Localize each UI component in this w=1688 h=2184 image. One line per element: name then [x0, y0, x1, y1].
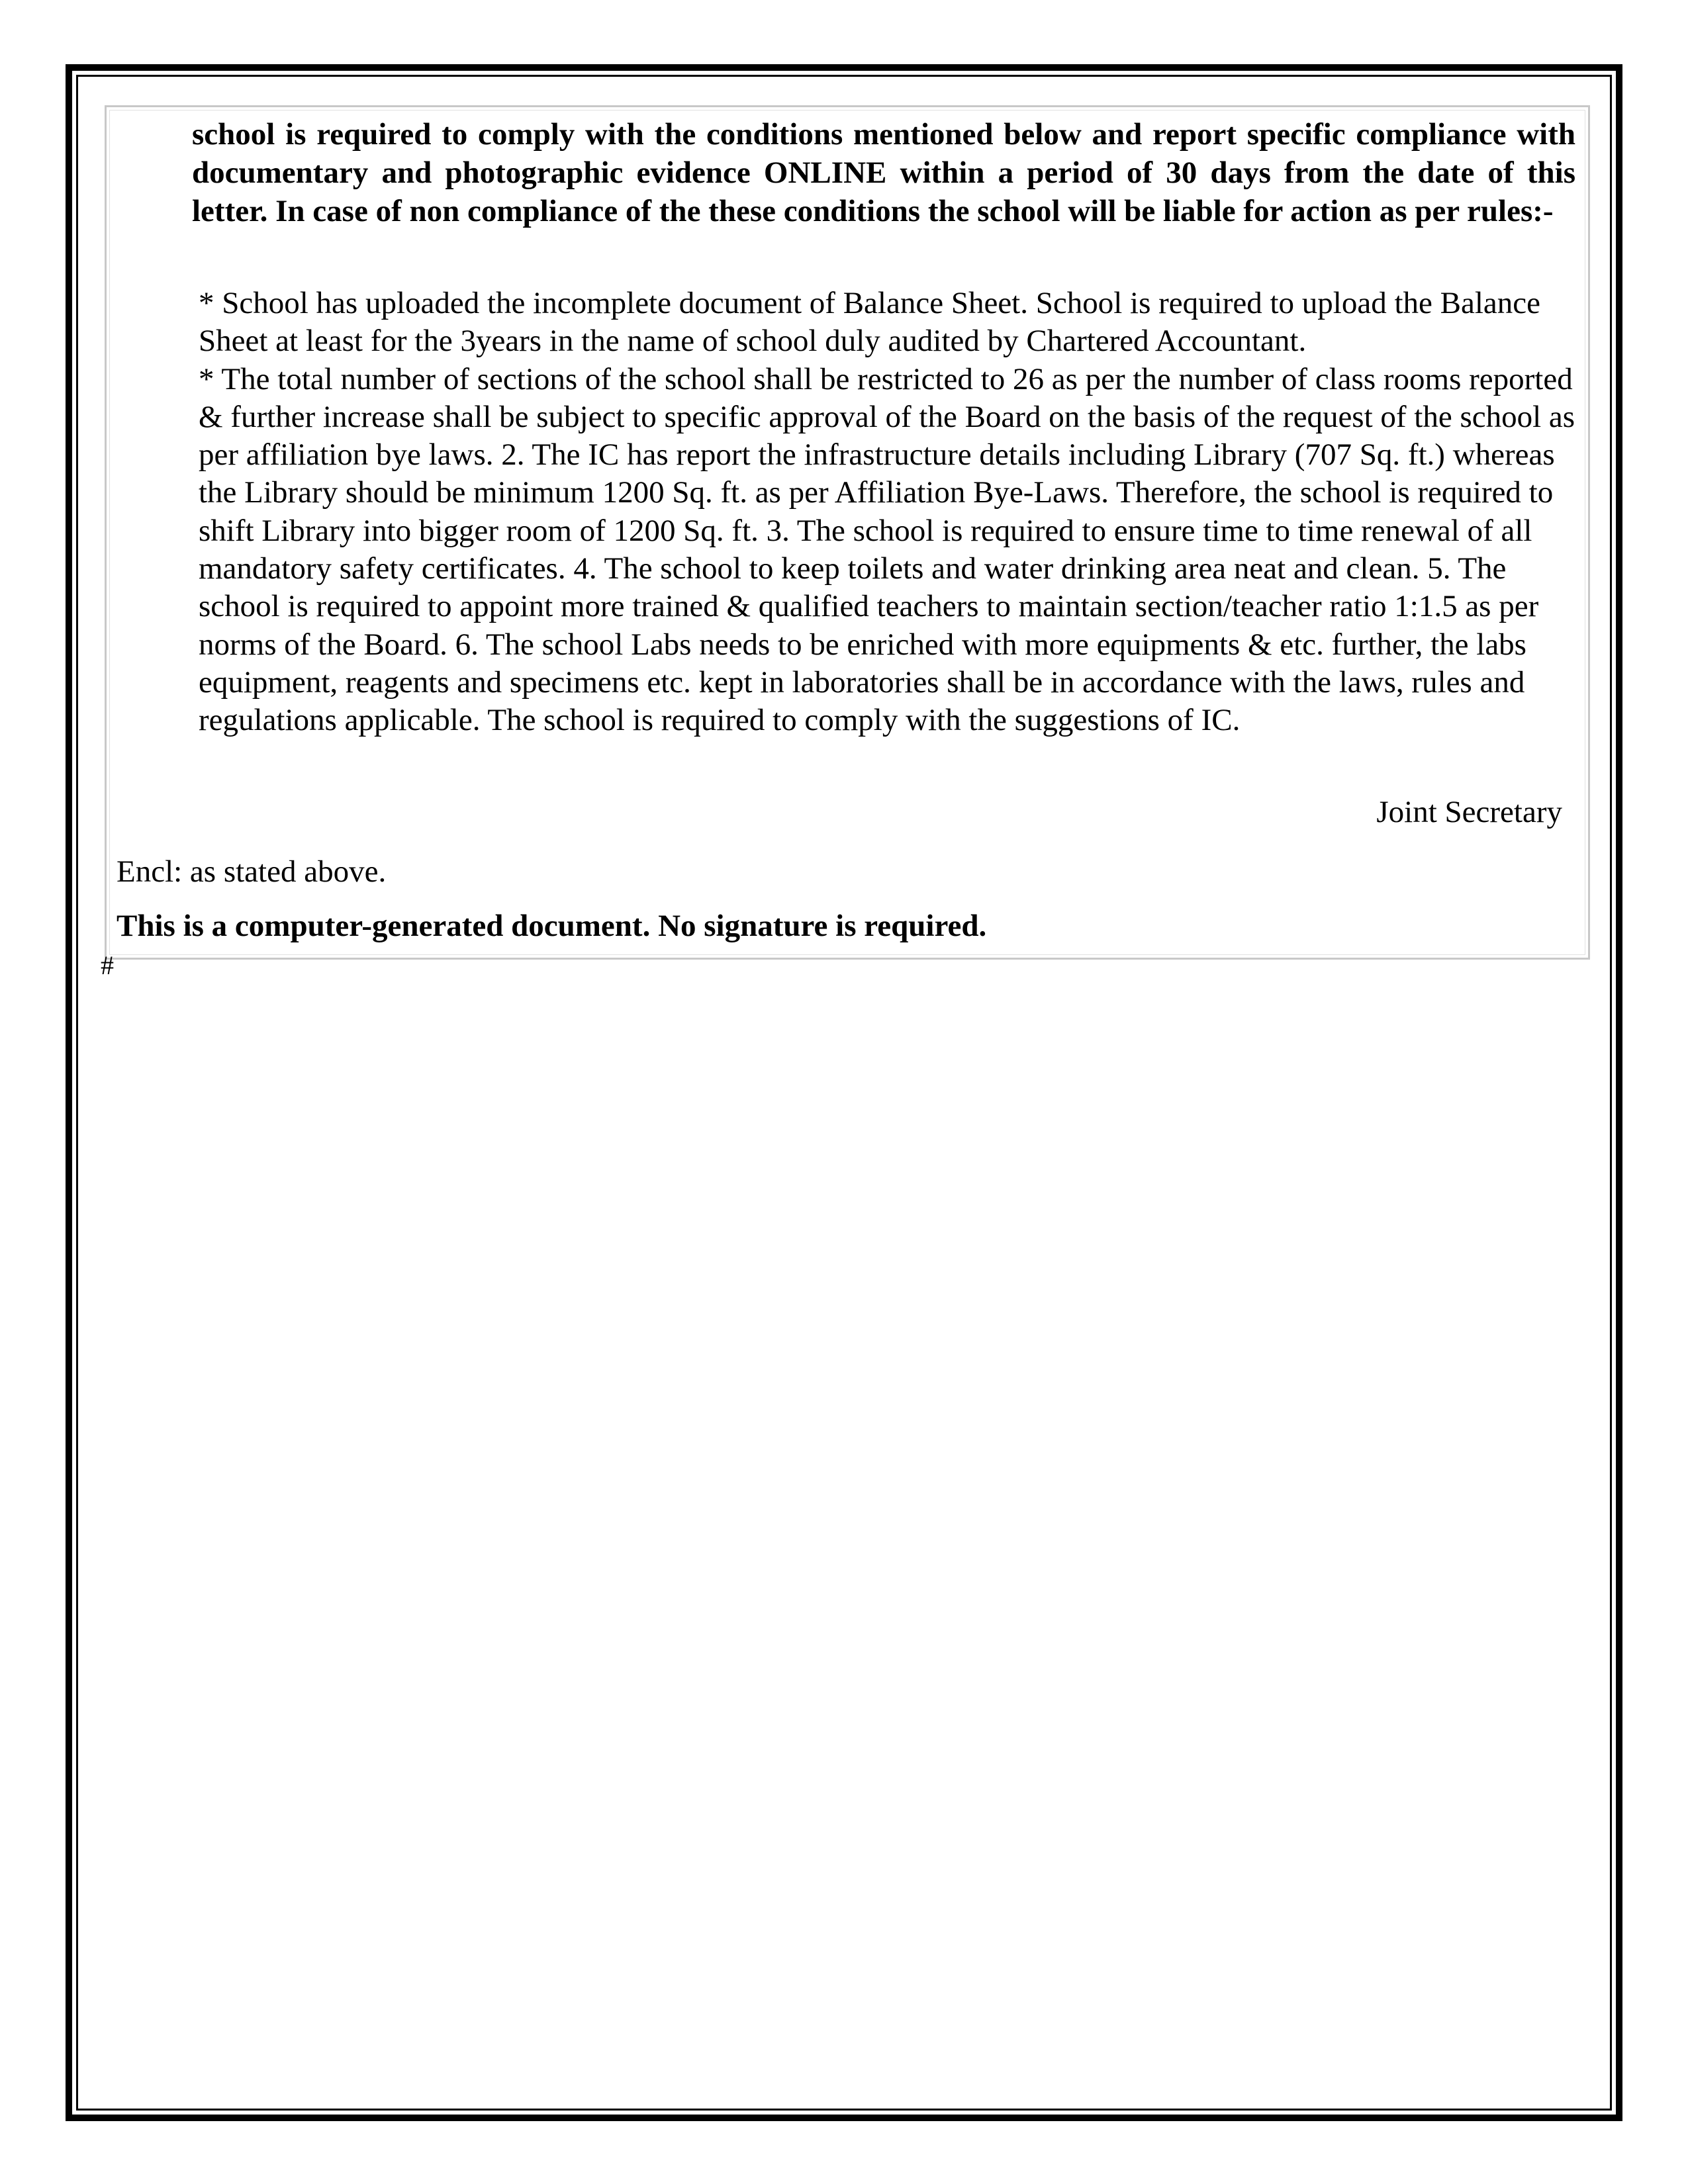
condition-balance-sheet: * School has uploaded the incomplete document of Balance Sheet. School is required to upload the Balance Sheet at least for the 3years in the name of school duly audited by Chartered Accountant.: [199, 286, 1540, 359]
conditions-list: [199, 285, 1575, 740]
computer-generated-note: This is a computer-generated document. No signature is required.: [117, 909, 987, 943]
hash-mark: #: [101, 950, 114, 980]
condition-sections-and-infrastructure: * The total number of sections of the school shall be restricted to 26 as per the number of class rooms reported & further increase shall be subject to specific approval of the Board on the basis of the request of the school as per affiliation bye laws. 2. The IC has report the infrastructure details including Library (707 Sq. ft.) whereas the Library should be minimum 1200 Sq. ft. as per Affiliation Bye-Laws. Therefore, the school is required to shift Library into bigger room of 1200 Sq. ft. 3. The school is required to ensure time to time renewal of all mandatory safety certificates. 4. The school to keep toilets and water drinking area neat and clean. 5. The school is required to appoint more trained & qualified teachers to maintain section/teacher ratio 1:1.5 as per norms of the Board. 6. The school Labs needs to be enriched with more equipments & etc. further, the labs equipment, reagents and specimens etc. kept in laboratories shall be in accordance with the laws, rules and regulations applicable. The school is required to comply with the suggestions of IC.: [199, 361, 1575, 738]
enclosure-note: Encl: as stated above.: [117, 854, 387, 889]
signatory-title: Joint Secretary: [1376, 795, 1562, 829]
compliance-intro-paragraph: school is required to comply with the conditions mentioned below and report specific compliance with documentary and photographic evidence ONLINE within a period of 30 days from the date of this letter. In case of non compliance of the these conditions the school will be liable for action as per rules:-: [192, 117, 1575, 228]
